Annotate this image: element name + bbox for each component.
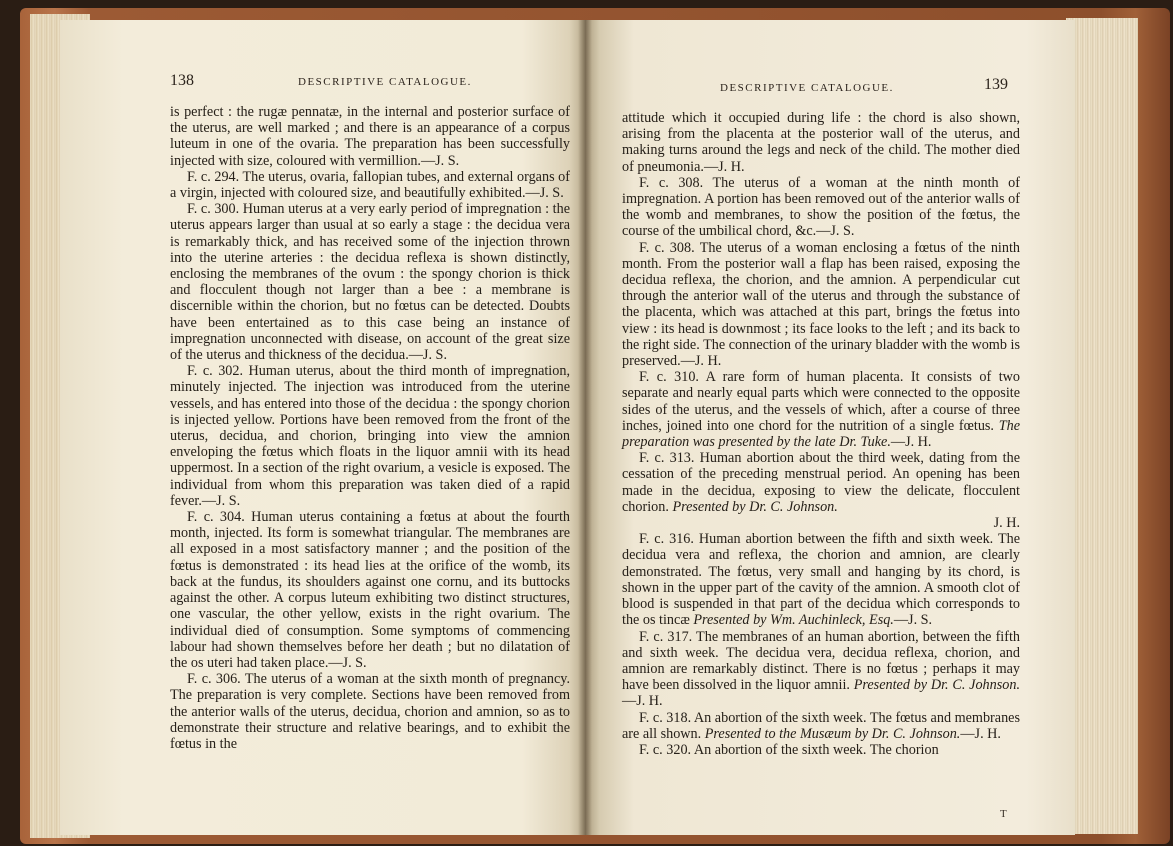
entry-signature: J. H. xyxy=(993,515,1020,532)
right-paragraph xyxy=(622,369,1020,450)
entry-attribution: Presented by Dr. C. Johnson. xyxy=(853,677,1020,694)
entry-signature: —J. H. xyxy=(890,434,932,451)
left-page-number: 138 xyxy=(170,72,194,89)
left-paragraph: is perfect : the rugæ pennatæ, in the internal and posterior surface of the uterus, are well marked ; and there is an appearance of a corpus luteum in one of the ovaria. The preparation has been successfully injected with size, coloured with vermillion.—J. S. xyxy=(170,104,570,169)
right-paragraph xyxy=(622,629,1020,710)
left-paragraph: F. c. 302. Human uterus, about the third month of impregnation, minutely injected. The injection was introduced from the uterine vessels, and has entered into those of the decidua : the spongy chorion is injected yellow. Portions have been removed from the front of the uterus, decidua, and chorion, bringing into view the amnion enveloping the fœtus which floats in the liquor amnii with its head uppermost. In a section of the right ovarium, a vesicle is exposed. The individual from whom this preparation was taken died of a rapid fever.—J. S. xyxy=(170,363,570,509)
right-paragraph xyxy=(622,450,1020,531)
entry-text: F. c. 317. The membranes of an human abortion, between the fifth and sixth week. The decidua vera, decidua reflexa, chorion, and amnion are remarkably distinct. There is no fœtus ; perhaps it may have been dissolved in the liquor amnii. xyxy=(622,628,1020,694)
left-paragraph: F. c. 304. Human uterus containing a fœtus at about the fourth month, injected. Its form is somewhat triangular. The membranes are all exposed in a most satisfactory manner ; and the position of the fœtus is demonstrated : its head lies at the orifice of the womb, its back at the fundus, its shoulders against one cornu, and its buttocks against the other. A corpus luteum exhibiting two distinct structures, one vascular, the other yellow, exists in the right ovarium. The individual died of consumption. Some symptoms of commencing labour had shown themselves before her death ; but no dilatation of the os uteri had taken place.—J. S. xyxy=(170,509,570,671)
page-edges-right xyxy=(1066,18,1138,834)
left-paragraph: F. c. 300. Human uterus at a very early period of impregnation : the uterus appears larger than usual at so early a stage : the decidua vera is remarkably thick, and has received some of the injection thrown into the uterine arteries : the decidua reflexa is shown distinctly, enclosing the membranes of the ovum : the spongy chorion is thick and flocculent though not larger than a bee : a membrane is discernible within the chorion, but no fœtus can be detected. Doubts have been entertained as to this case being an instance of impregnation unconnected with disease, on account of the great size of the uterus and thickness of the decidua.—J. S. xyxy=(170,201,570,364)
entry-attribution: Presented to the Musæum by Dr. C. Johnson. xyxy=(704,725,961,742)
right-paragraph: F. c. 308. The uterus of a woman at the ninth month of impregnation. A portion has been removed out of the anterior walls of the womb and membranes, to show the position of the fœtus, the course of the umbilical chord, &c.—J. S. xyxy=(622,174,1020,240)
right-paragraph: attitude which it occupied during life : the chord is also shown, arising from the placenta at the posterior wall of the uterus, and making turns around the legs and neck of the child. The mother died of pneumonia.—J. H. xyxy=(622,110,1020,175)
entry-text: F. c. 316. Human abortion between the fifth and sixth week. The decidua vera and reflexa, the chorion and amnion, are clearly demonstrated. The fœtus, very small and hanging by its chord, is shown in the upper part of the cavity of the amnion. A smooth clot of blood is suspended in that part of the decidua which corresponds to the os tincæ xyxy=(622,531,1020,629)
entry-signature: —J. S. xyxy=(893,612,933,629)
signature-mark: T xyxy=(1000,808,1007,820)
right-paragraph: F. c. 308. The uterus of a woman enclosing a fœtus of the ninth month. From the posterior wall a flap has been raised, exposing the decidua reflexa, the chorion, and the amnion. A perpendicular cut through the anterior wall of the uterus and through the substance of the placenta, which was attached at this part, brings the fœtus into view : its head is downmost ; its face looks to the left ; and its back to the right side. The connection of the urinary bladder with the womb is preserved.—J. H. xyxy=(622,239,1020,370)
entry-text: F. c. 310. A rare form of human placenta. It consists of two separate and nearly equal parts which were connected to the opposite sides of the uterus, and the vessels of which, after a course of three inches, joined into one chord for the nutrition of a single fœtus. xyxy=(622,369,1020,434)
entry-attribution: The preparation was presented by the late Dr. Tuke. xyxy=(622,417,1020,451)
right-page-text xyxy=(622,110,1020,758)
right-running-head: DESCRIPTIVE CATALOGUE. xyxy=(720,82,894,94)
entry-attribution: Presented by Wm. Auchinleck, Esq. xyxy=(693,612,894,629)
left-running-head: DESCRIPTIVE CATALOGUE. xyxy=(298,76,472,88)
right-paragraph xyxy=(622,531,1020,628)
entry-attribution: Presented by Dr. C. Johnson. xyxy=(672,498,838,515)
right-page-number: 139 xyxy=(984,76,1008,93)
right-paragraph xyxy=(622,710,1020,742)
entry-signature: —J. H. xyxy=(960,725,1001,742)
left-page-text xyxy=(170,104,570,752)
book-gutter xyxy=(578,20,592,835)
left-paragraph: F. c. 294. The uterus, ovaria, fallopian tubes, and external organs of a virgin, injected with coloured size, and beautifully exhibited.—J. S. xyxy=(170,168,570,202)
right-paragraph: F. c. 320. An abortion of the sixth week. The chorion xyxy=(639,741,939,758)
entry-text: F. c. 318. An abortion of the sixth week. The fœtus and membranes are all shown. xyxy=(622,709,1020,742)
entry-signature: —J. H. xyxy=(622,693,663,710)
entry-text: F. c. 313. Human abortion about the third week, dating from the cessation of the preceding menstrual period. An opening has been made in the decidua, exposing to view the delicate, flocculent chorion. xyxy=(622,450,1020,515)
left-paragraph: F. c. 306. The uterus of a woman at the sixth month of pregnancy. The preparation is very complete. Sections have been removed from the anterior walls of the uterus, decidua, chorion and amnion, so as to demonstrate their structure and relative bearings, and to exhibit the fœtus in the xyxy=(170,671,570,752)
